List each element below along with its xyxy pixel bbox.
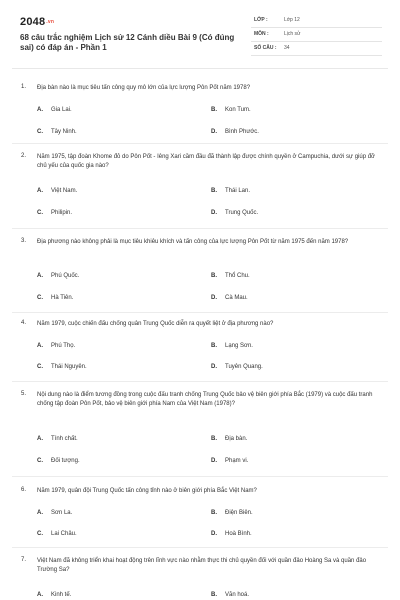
question-divider [12, 476, 388, 477]
option-text: Tây Ninh. [51, 129, 77, 135]
option-text: Tuyên Quang. [225, 364, 263, 370]
option-text: Việt Nam. [51, 188, 78, 194]
option-label: B. [211, 592, 217, 598]
option-c[interactable] [37, 531, 77, 537]
question-divider [12, 381, 388, 382]
option-label: B. [211, 510, 217, 516]
option-label: C. [37, 295, 43, 301]
question-divider [12, 143, 388, 144]
question-text: Năm 1979, quân đội Trung Quốc tấn công tỉnh nào ở biên giới phía Bắc Việt Nam? [37, 488, 257, 494]
question-divider [12, 547, 388, 548]
meta-value: Lớp 12 [284, 17, 300, 23]
option-c[interactable] [37, 295, 73, 301]
option-label: D. [211, 129, 217, 135]
meta-value: 34 [284, 45, 290, 51]
question-divider [12, 228, 388, 229]
option-label: A. [37, 436, 43, 442]
meta-key: LỚP : [254, 17, 268, 23]
option-a[interactable] [37, 436, 78, 442]
option-text: Phú Thọ. [51, 343, 76, 349]
question-item [12, 487, 388, 545]
option-label: A. [37, 592, 43, 598]
option-a[interactable] [37, 343, 75, 349]
question-number: 3. [21, 238, 27, 244]
option-label: D. [211, 295, 217, 301]
option-c[interactable] [37, 458, 80, 464]
option-text: Đối tượng. [51, 458, 80, 464]
question-item [12, 238, 388, 310]
option-label: C. [37, 129, 43, 135]
option-c[interactable] [37, 129, 77, 135]
question-item [12, 153, 388, 225]
option-text: Gia Lai. [51, 107, 72, 113]
option-text: Bình Phước. [225, 129, 259, 135]
option-text: Tính chất. [51, 436, 78, 442]
question-text: Việt Nam đã không triển khai hoạt động trên lĩnh vực nào nhằm thực thi chủ quyền đối với quần đảo Hoàng Sa và quần đảo Trường Sa? [37, 558, 367, 573]
meta-row-count [251, 42, 382, 56]
option-text: Trung Quốc. [225, 210, 259, 216]
question-item [12, 320, 388, 378]
option-label: B. [211, 107, 217, 113]
question-number: 6. [21, 487, 27, 493]
option-d[interactable] [211, 210, 258, 216]
question-text: Năm 1975, tập đoàn Khome đỏ do Pôn Pốt - Iêng Xari cầm đầu đã thành lập được chính quyền ở Campuchia, dưới sự giúp đỡ chủ yếu của quốc gia nào? [37, 154, 375, 169]
option-text: Địa bàn. [225, 436, 248, 442]
logo-main: 2048 [20, 16, 46, 28]
option-d[interactable] [211, 129, 259, 135]
option-b[interactable] [211, 188, 250, 194]
option-text: Phạm vi. [225, 458, 249, 464]
option-b[interactable] [211, 273, 250, 279]
document-meta [251, 14, 382, 56]
option-text: Thổ Chu. [225, 273, 250, 279]
question-item [12, 84, 388, 144]
question-number: 1. [21, 84, 27, 90]
option-label: C. [37, 458, 43, 464]
question-number: 2. [21, 153, 27, 159]
option-b[interactable] [211, 592, 249, 598]
option-label: A. [37, 188, 43, 194]
question-text: Địa phương nào không phải là mục tiêu khiêu khích và tấn công của lực lượng Pôn Pốt từ năm 1975 đến năm 1978? [37, 239, 349, 245]
option-b[interactable] [211, 343, 253, 349]
option-d[interactable] [211, 458, 248, 464]
option-text: Kinh tế. [51, 592, 72, 598]
option-b[interactable] [211, 107, 251, 113]
option-text: Philipin. [51, 210, 73, 216]
meta-key: SỐ CÂU : [254, 45, 277, 51]
document-title: 68 câu trắc nghiệm Lịch sử 12 Cánh diều Bài 9 (Có đúng sai) có đáp án - Phần 1 [20, 33, 235, 52]
page-header [0, 0, 400, 66]
question-number: 4. [21, 320, 27, 326]
option-label: C. [37, 210, 43, 216]
question-text: Địa bàn nào là mục tiêu tấn công quy mô lớn của lực lượng Pôn Pốt năm 1978? [37, 85, 251, 91]
option-a[interactable] [37, 273, 79, 279]
option-text: Thái Lan. [225, 188, 251, 194]
meta-row-grade [251, 14, 382, 28]
header-divider [12, 68, 388, 69]
logo-domain: .vn [46, 19, 55, 26]
option-label: A. [37, 343, 43, 349]
option-label: A. [37, 107, 43, 113]
option-text: Lạng Sơn. [225, 343, 253, 349]
meta-key: MÔN : [254, 31, 269, 37]
meta-row-subject [251, 28, 382, 42]
option-label: B. [211, 273, 217, 279]
option-label: D. [211, 531, 217, 537]
option-text: Phú Quốc. [51, 273, 80, 279]
option-label: D. [211, 364, 217, 370]
option-label: C. [37, 531, 43, 537]
question-number: 5. [21, 391, 27, 397]
option-text: Điện Biên. [225, 510, 253, 516]
option-b[interactable] [211, 436, 247, 442]
option-a[interactable] [37, 592, 71, 598]
option-text: Thái Nguyên. [51, 364, 87, 370]
option-d[interactable] [211, 531, 252, 537]
site-logo[interactable] [20, 16, 54, 28]
option-text: Văn hoá. [225, 592, 250, 598]
option-label: B. [211, 188, 217, 194]
option-text: Cà Mau. [225, 295, 248, 301]
option-c[interactable] [37, 364, 87, 370]
option-d[interactable] [211, 295, 248, 301]
question-text: Nội dung nào là điểm tương đồng trong cuộc đấu tranh chống Trung Quốc bảo vệ biên giới phía Bắc (1979) và cuộc đấu tranh chống tập đoàn Pôn Pốt, bảo vệ biên giới phía Nam của Việt Nam (1978)? [37, 392, 373, 407]
question-item [12, 391, 388, 471]
option-b[interactable] [211, 510, 253, 516]
question-text: Năm 1979, cuộc chiến đấu chống quân Trung Quốc diễn ra quyết liệt ở địa phương nào? [37, 321, 274, 327]
question-number: 7. [21, 557, 27, 563]
option-label: C. [37, 364, 43, 370]
question-item [12, 557, 388, 600]
option-label: D. [211, 458, 217, 464]
option-d[interactable] [211, 364, 263, 370]
option-label: B. [211, 436, 217, 442]
option-label: D. [211, 210, 217, 216]
option-c[interactable] [37, 210, 72, 216]
option-text: Kon Tum. [225, 107, 251, 113]
option-text: Hà Tiên. [51, 295, 74, 301]
option-label: A. [37, 273, 43, 279]
option-text: Hoà Bình. [225, 531, 252, 537]
option-text: Sơn La. [51, 510, 73, 516]
meta-value: Lịch sử [284, 31, 301, 37]
question-divider [12, 312, 388, 313]
option-a[interactable] [37, 107, 72, 113]
option-label: A. [37, 510, 43, 516]
option-label: B. [211, 343, 217, 349]
option-a[interactable] [37, 188, 77, 194]
option-a[interactable] [37, 510, 72, 516]
option-text: Lai Châu. [51, 531, 77, 537]
